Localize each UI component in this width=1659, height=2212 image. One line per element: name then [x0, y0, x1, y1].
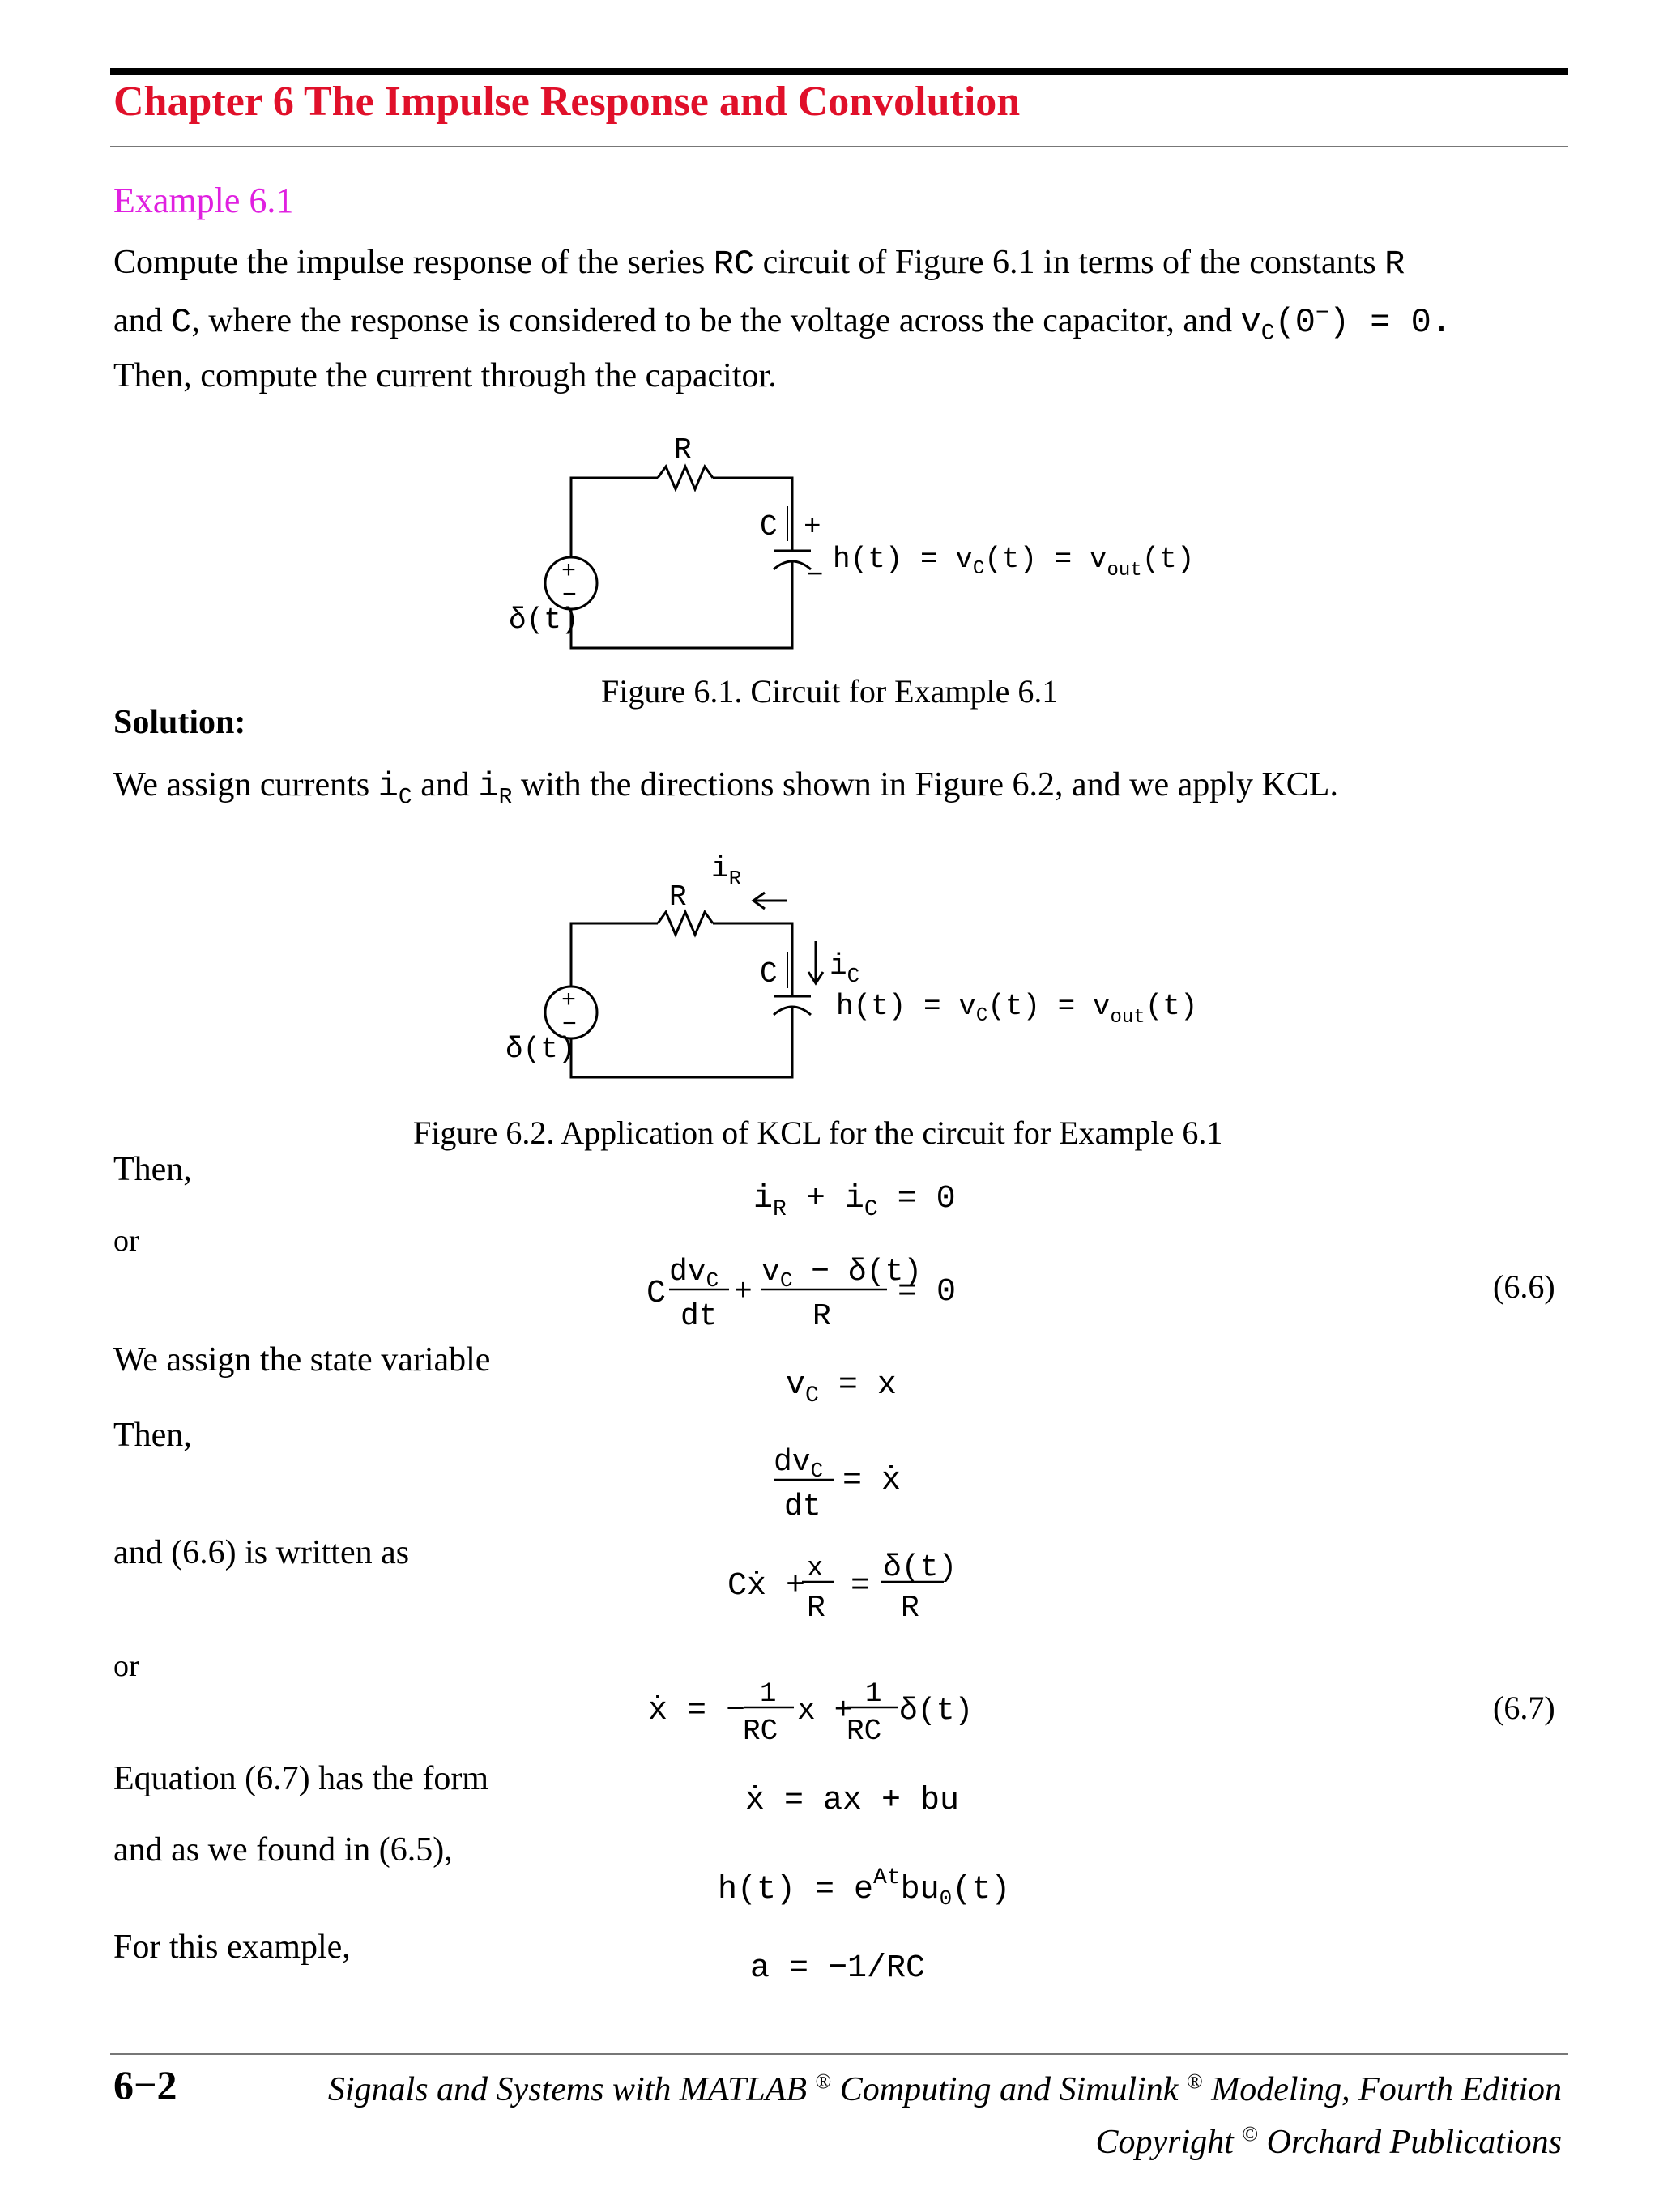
written-num1: x	[807, 1554, 824, 1584]
equation-6-6	[646, 1255, 956, 1334]
resistor-zigzag	[658, 912, 713, 935]
text-for-example: For this example,	[113, 1929, 351, 1966]
example-para-line-3: Then, compute the current through the capacitor.	[113, 357, 777, 394]
text: Orchard Publications	[1258, 2124, 1562, 2161]
chapter-title: Chapter 6 The Impulse Response and Convolution	[113, 79, 1021, 125]
eq66-den1: dt	[680, 1299, 718, 1334]
figure-6-1-caption: Figure 6.1. Circuit for Example 6.1	[601, 673, 1059, 710]
text: Computing and Simulink	[831, 2071, 1187, 2108]
eq67-den1: RC	[743, 1715, 778, 1748]
resistor-label: R	[669, 880, 687, 914]
source-plus: +	[561, 558, 577, 586]
text-or-2: or	[113, 1649, 139, 1683]
text: Compute the impulse response of the series	[113, 244, 714, 281]
initial-condition: (0	[1274, 303, 1316, 342]
eq66-rhs: = 0	[898, 1274, 957, 1311]
solution-line	[113, 765, 1338, 810]
impulse-source-label: δ(t)	[505, 1033, 576, 1066]
ir-current-label: $i_R$	[711, 852, 742, 891]
wire-top-left	[571, 923, 658, 987]
solution-label: Solution:	[113, 704, 246, 741]
eq67-lhs: ẋ = −	[648, 1693, 746, 1729]
eq66-num2: $v_C - \delta(t)$	[761, 1255, 923, 1293]
vc-symbol: v	[1240, 303, 1261, 342]
text-has-form: Equation (6.7) has the form	[113, 1760, 489, 1797]
equation-6-7	[648, 1679, 973, 1748]
text-written-as: and (6.6) is written as	[113, 1534, 410, 1571]
eq66-c: C	[646, 1276, 667, 1312]
copyright-mark: ©	[1242, 2122, 1259, 2146]
ic-subscript: C	[398, 785, 412, 811]
example-label: Example 6.1	[113, 181, 294, 220]
minus-terminal: −	[806, 559, 824, 592]
text: Modeling, Fourth Edition	[1202, 2071, 1562, 2108]
text: and	[113, 302, 172, 339]
equations-block	[0, 1166, 1659, 1993]
ic-symbol: i	[377, 767, 399, 806]
rc-symbol: RC	[713, 245, 755, 283]
eq66-num1: $dv_C$	[669, 1255, 719, 1293]
header-rule	[110, 68, 1568, 75]
output-equation: $h(t) = v_C(t) = v_{out}(t)$	[833, 543, 1195, 582]
figure-6-2-caption: Figure 6.2. Application of KCL for the circuit for Example 6.1	[413, 1115, 1223, 1151]
equation-impulse-response: $h(t) = e^{At}bu_0(t)$	[718, 1865, 1011, 1911]
example-para-line-1	[113, 243, 1405, 283]
written-eq: =	[851, 1568, 871, 1605]
text: We assign currents	[113, 766, 378, 803]
equation-state-form: ẋ = ax + bu	[745, 1783, 960, 1819]
equation-number-6-7: (6.7)	[1493, 1690, 1555, 1726]
period: .	[1431, 303, 1452, 342]
text: , where the response is considered to be the voltage across the capacitor, and	[191, 302, 1241, 339]
equation-written	[727, 1550, 957, 1626]
source-plus: +	[561, 987, 577, 1015]
footer-copyright	[1096, 2122, 1562, 2162]
written-num2: δ(t)	[883, 1550, 957, 1585]
ic-current-label: $i_C$	[830, 949, 860, 988]
eq67-num2: 1	[865, 1679, 882, 1710]
wire-bottom	[571, 1007, 792, 1077]
capacitor-label: C	[760, 510, 778, 543]
written-lhs: Cẋ +	[727, 1568, 806, 1605]
source-minus: −	[562, 582, 578, 610]
figure-6-2-circuit	[486, 842, 1215, 1085]
vc-subscript: C	[1260, 321, 1275, 347]
r-symbol: R	[1384, 245, 1405, 283]
text: with the directions shown in Figure 6.2, and we apply KCL.	[512, 766, 1338, 803]
source-minus: −	[562, 1012, 578, 1039]
wire-top-left	[571, 478, 658, 557]
equation-state: $v_C = x$	[786, 1367, 897, 1409]
eq67-end: δ(t)	[899, 1694, 974, 1728]
text-assign-state: We assign the state variable	[113, 1341, 491, 1379]
example-para-line-2	[113, 301, 1452, 346]
resistor-zigzag	[658, 467, 713, 489]
equation-derivative	[774, 1445, 901, 1524]
text: and	[412, 766, 479, 803]
deriv-den: dt	[784, 1490, 821, 1524]
ir-subscript: R	[498, 785, 513, 811]
footer-rule	[110, 2053, 1568, 2055]
footer-book-title	[328, 2069, 1562, 2109]
eq67-mid: x +	[797, 1694, 853, 1728]
ir-symbol: i	[478, 767, 499, 806]
minus-superscript: −	[1316, 301, 1329, 326]
equation-number-6-6: (6.6)	[1493, 1268, 1555, 1305]
text: Signals and Systems with MATLAB	[327, 2071, 816, 2108]
text-then-1: Then,	[113, 1151, 192, 1188]
header-underline	[110, 146, 1568, 147]
written-den2: R	[901, 1591, 919, 1626]
equation-a-value: a = −1/RC	[750, 1950, 926, 1987]
resistor-label: R	[674, 433, 692, 467]
wire-top-right	[713, 923, 792, 996]
text: Copyright	[1095, 2124, 1243, 2161]
eq66-den2: R	[812, 1299, 831, 1334]
eq67-num1: 1	[760, 1679, 777, 1710]
deriv-rhs: = ẋ	[842, 1463, 902, 1499]
wire-top-right	[713, 478, 792, 551]
c-symbol: C	[171, 303, 192, 342]
initial-condition-value: ) = 0	[1328, 303, 1431, 342]
page-number: 6−2	[113, 2062, 177, 2108]
eq66-plus: +	[734, 1275, 753, 1310]
text: circuit of Figure 6.1 in terms of the constants	[754, 244, 1385, 281]
text-as-found: and as we found in (6.5),	[113, 1831, 453, 1869]
capacitor-label: C	[760, 957, 778, 991]
figure-6-1-circuit	[486, 429, 1215, 672]
deriv-num: $dv_C$	[774, 1445, 824, 1483]
text-then-2: Then,	[113, 1417, 192, 1454]
eq67-den2: RC	[847, 1715, 882, 1748]
registered-mark: ®	[1186, 2069, 1203, 2093]
written-den1: R	[807, 1591, 825, 1626]
plus-terminal: +	[804, 510, 821, 543]
output-equation: $h(t) = v_C(t) = v_{out}(t)$	[836, 990, 1198, 1029]
text-or-1: or	[113, 1224, 139, 1258]
equation-kcl: $i_R + i_C = 0$	[753, 1181, 956, 1222]
registered-mark: ®	[815, 2069, 832, 2093]
wire-bottom	[571, 561, 792, 648]
impulse-source-label: δ(t)	[509, 603, 579, 637]
